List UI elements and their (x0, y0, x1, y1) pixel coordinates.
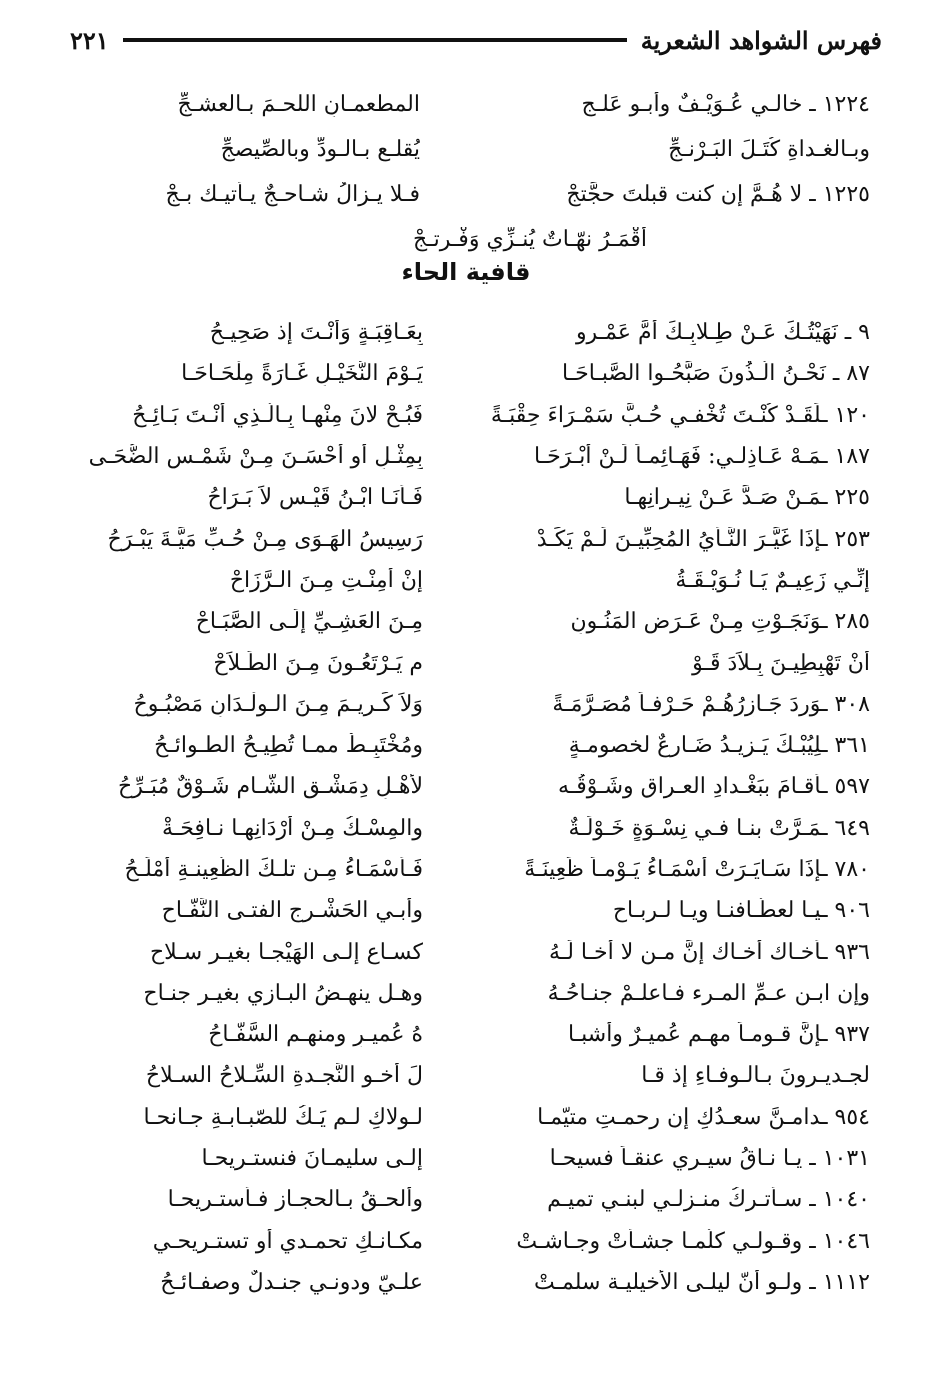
verse-first-half: ٧٨٠ ـإِذَا سَـايَـرَتْ أَسْمَـاءُ يَـوْمـاً ظَعِينَـةً (524, 857, 870, 882)
rhyme-index (40, 312, 870, 1303)
verse-first-half: إِنِّـي زَعِيـمٌ يَـا نُـوَيْـقَـةُ (675, 567, 870, 593)
verse-first-half: ٦٤٩ ـمَـرَّتْ بنـا فـي نِسْـوَةٍ خَـوْلَـةٌ (568, 815, 870, 841)
preceding-verses (60, 82, 870, 262)
verse-first-half: ٥٩٧ ـأقـامَ ببَغْـدادِ العـراقِ وشَـوْقُـه (558, 774, 870, 800)
verse-second-half: والمِسْـكُ مِـنْ أَرْدَانِهـا نـافِحَـةْ (161, 815, 423, 841)
verse-second-half: علـيّ ودونـي جنـدلٌ وصفـائـحُ (160, 1269, 423, 1295)
verse-first-half: وإن ابـن عـمِّ المـرء فـاعلـمْ جنـاحُـهُ (547, 980, 870, 1006)
verse-first-half: ١٢٢٤ ـ خالـي عُـوَيْـفٌ وأبـو عَلـجٍ (581, 92, 870, 117)
verse-second-half: المطعمـانِ اللحـمَ بـالعشـجِّ (177, 92, 420, 117)
index-row (40, 931, 870, 972)
index-row (40, 973, 870, 1014)
index-row (40, 518, 870, 559)
verse-second-half: وَلاَ كَـرِيـمَ مِـنَ الـوِلْـدَانِ مَصْبُـوحُ (133, 691, 423, 717)
index-row (40, 808, 870, 849)
verse-second-half: فَـأَسْمَـاءُ مِـن تلـكَ الظَّعِينـةِ أَمْلَـحُ (124, 857, 423, 882)
section-title: قافية الحاء (401, 258, 531, 286)
verse-first-half: ٨٧ ـ نَحْـنُ الَّـذُونَ صَبَّحُـوا الصَّبـاحَـا (561, 361, 870, 387)
verse-line: أقْمَـرُ نهّـاتٌ يُنـزِّي وَفْـرتـجْ (412, 227, 648, 252)
verse-first-half: ١٠٤٠ ـ سـأتـركُ منـزلـي لبنـي تميـم (547, 1187, 870, 1213)
index-row (40, 642, 870, 683)
index-row (40, 725, 870, 766)
verse-second-half: لأَهْـلِ دِمَشْـقِ الشّـامِ شَـوْقٌ مُبَـرِّحُ (118, 774, 423, 800)
index-row (40, 766, 870, 807)
verse-second-half: بِعَـاقِبَـةٍ وَأَنْـتَ إذ صَحِيـحُ (209, 320, 423, 346)
index-row (40, 890, 870, 931)
verse-second-half: ومُخْتَبِـطٌ ممـا تُطِيـحُ الطـوائـحُ (154, 733, 423, 759)
verse-first-half: ١٢٠ ـلَقَـدْ كُنْـتَ تُخْفـي حُـبَّ سَمْـرَاءَ حِقْبَـةً (490, 402, 870, 428)
verse-first-half: ٩٠٦ ـيـا لعطّـافنـا ويـا لـربـاحِ (612, 898, 870, 924)
header-rule (123, 38, 627, 42)
verse-first-half: ٢٨٥ ـوَنَجَـوْتِ مِـنْ عَـرَضِ المَنُـونِ (570, 609, 870, 635)
verse-first-half: ٢٢٥ ـمَـنْ صَـدَّ عَـنْ نِيـرانِهـا (624, 485, 870, 511)
verse-second-half: مِـنَ العَشِـيِّ إِلَـى الصَّبَـاحْ (195, 609, 423, 635)
verse-row (60, 82, 870, 127)
verse-first-half: ٢٥٣ ـإِذَا غَيَّـرَ النَّـأْيُ المُحِبِّيـنَ لَـمْ يَكَـدْ (536, 526, 870, 552)
index-row (40, 436, 870, 477)
verse-first-half: ١٢٢٥ ـ لا هُـمَّ إن كنت قبلتَ حجَّتجْ (566, 182, 870, 207)
index-row (40, 601, 870, 642)
index-row (40, 684, 870, 725)
index-row (40, 353, 870, 394)
index-row (40, 560, 870, 601)
index-row (40, 1138, 870, 1179)
verse-first-half: ٩٣٧ ـإنَّ قـومـاً مهـم عُميـرٌ وأشبـا (567, 1022, 870, 1048)
running-header (70, 22, 882, 58)
verse-first-half: لجـديـرونَ بـالـوفـاءِ إذ قـا (641, 1063, 870, 1089)
index-row (40, 477, 870, 518)
verse-row (60, 172, 870, 217)
index-row (40, 395, 870, 436)
index-row (40, 1014, 870, 1055)
verse-second-half: وأبـي الحَشْـرجِ الفتـى النَّفّـاحِ (161, 898, 423, 924)
verse-second-half: يَـوْمَ النُّخَيْـلِ غَـارَةً مِلْحَـاحَـا (181, 361, 423, 387)
verse-first-half: ٣٠٨ ـوَرِدَ جَـازِرُهُـمْ حَـرْفـاً مُصَـرَّمَـةً (552, 691, 870, 717)
verse-first-half: ١٠٤٦ ـ وقـولـي كلّمـا جشـأتْ وجـاشـتْ (516, 1228, 870, 1254)
verse-second-half: يُقلـع بـالـودِّ وبالصِّيصجِّ (220, 137, 420, 162)
verse-first-half: ١٠٣١ ـ يـا نـاقُ سيـري عنقـاً فسيحـا (549, 1146, 870, 1172)
verse-second-half: لـولاكِ لـم يَـكُ للصّبـابـةِ جـانحـا (143, 1104, 423, 1130)
verse-row (60, 127, 870, 172)
verse-second-half: كسـاعٍ إلـى الهَيْجـا بغيـر سـلاحِ (149, 939, 423, 965)
verse-second-half: فَبُـحْ لانَ مِنْهـا بِـالَّـذِي أَنْـتَ بَـائِـحُ (132, 402, 423, 428)
verse-second-half: وألحـقُ بـالحجـازِ فـأستـريحـا (167, 1187, 423, 1213)
verse-first-half: ١٨٧ ـمَـهْ عَـاذِلـي: فَهَـائِمـاً لَـنْ أَبْـرَحَـا (533, 444, 870, 470)
verse-second-half: بِمِثْـلِ أَو أَحْسَـنَ مِـنْ شَمْـسِ الضُّحَـى (88, 444, 423, 470)
verse-second-half: مٍ يَـرْتَعُـونَ مِـنَ الطِّـلاَحْ (213, 650, 423, 676)
verse-first-half: ٩٣٦ ـأخـاك أخـاك إنَّ مـن لا أخـا لَـهُ (548, 939, 870, 965)
verse-first-half: ٩٥٤ ـدامـنَّ سعـدُكِ إن رحمـتِ متيّمـا (537, 1104, 870, 1130)
index-row (40, 1097, 870, 1138)
verse-second-half: فَـأَنَـا ابْـنُ قَيْـسٍ لاَ بَـرَاحُ (207, 485, 423, 511)
verse-second-half: وهـل ينهـضُ البـازي بغيـر جنـاحِ (143, 980, 423, 1006)
index-row (40, 1262, 870, 1303)
verse-first-half: ١١١٢ ـ ولـو أنّ ليلـى الأخيليـة سلمـتْ (533, 1269, 870, 1295)
verse-second-half: إلـى سليمـانَ فنستـريحـا (201, 1146, 423, 1172)
verse-first-half: أَنْ تَهْبِطِيـنَ بِـلاَدَ قَـوْ (692, 650, 870, 676)
index-row (40, 1221, 870, 1262)
verse-second-half: لَ أخـو النَّجـدةِ السِّـلاحُ السـلاحُ (145, 1063, 423, 1089)
index-row (40, 1179, 870, 1220)
verse-second-half: فـلا يـزالُ شـاحـجٌ يـأتيـك بـجْ (165, 182, 420, 207)
verse-second-half: رَسِيسُ الهَـوَى مِـنْ حُـبِّ مَيَّـةَ يَبْـرَحُ (107, 526, 423, 552)
verse-row-single (60, 217, 870, 262)
verse-second-half: إِنْ أَمِنْـتِ مِـنَ الـرَّزَاحْ (229, 567, 423, 593)
verse-first-half: وبـالغـداةِ كُتَـلَ البَـرْنـجِّ (668, 137, 870, 162)
verse-second-half: مكـانـكِ تحمـدي أو تستـريحـي (152, 1228, 423, 1254)
header-title: فهرس الشواهد الشعرية (640, 25, 882, 55)
index-row (40, 312, 870, 353)
page-number: ٢٢١ (70, 25, 109, 55)
verse-second-half: هُ عُميـرٍ ومنهـم السَّفّـاحُ (208, 1022, 423, 1048)
index-row (40, 1055, 870, 1096)
verse-first-half: ٩ ـ نَهَيْتُـكَ عَـنْ طِـلابِـكَ أُمَّ عَمْـرو (575, 320, 870, 346)
index-row (40, 849, 870, 890)
verse-first-half: ٣٦١ ـلِيُبْـكَ يَـزِيـدُ ضَـارِعٌ لخصومـةٍ (568, 733, 870, 759)
